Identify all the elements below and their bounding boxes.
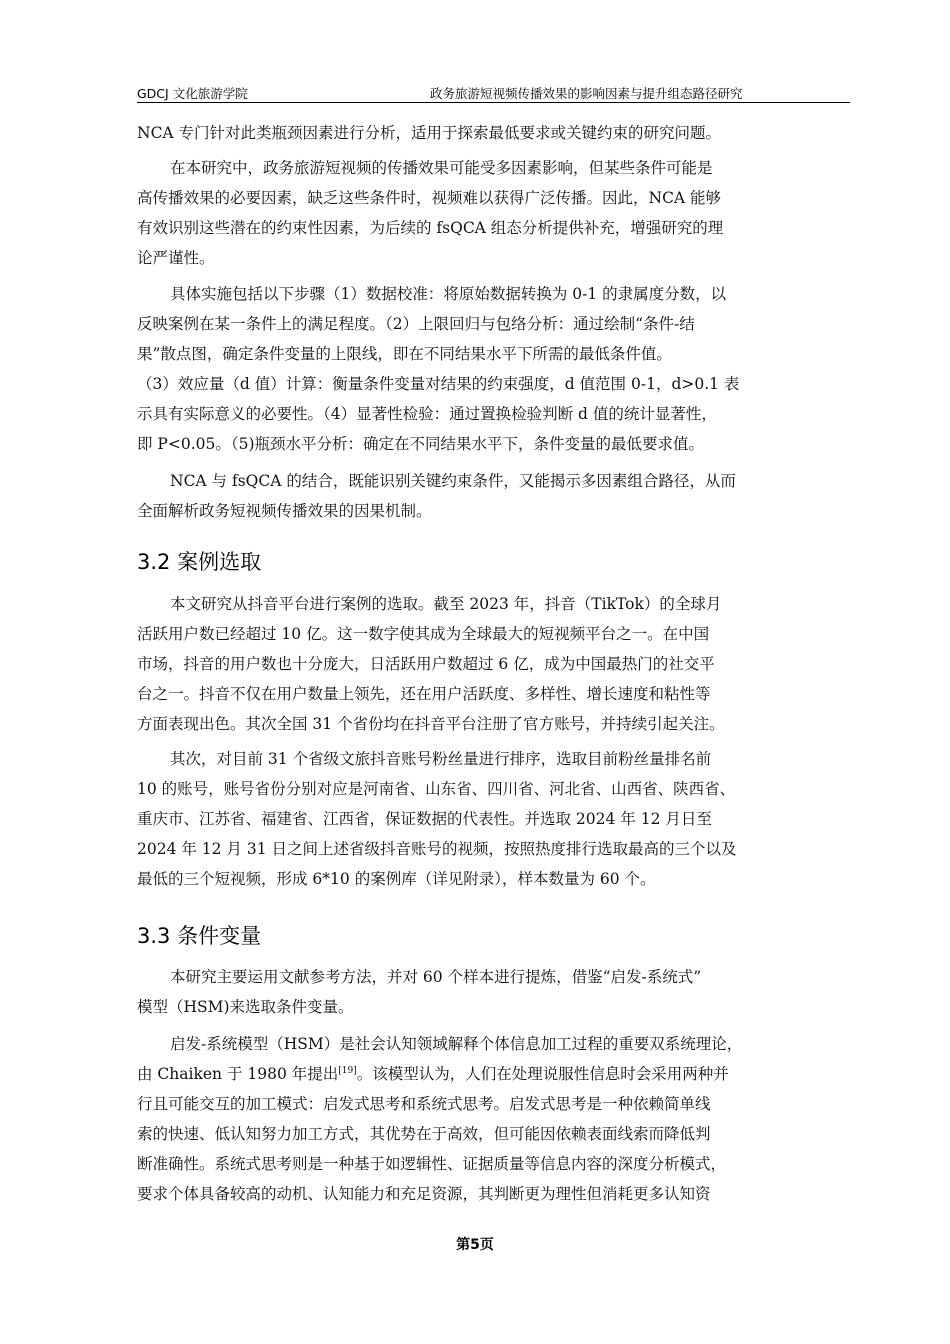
paragraph-line: 断准确性。系统式思考则是一种基于如逻辑性、证据质量等信息内容的深度分析模式， (137, 1155, 727, 1173)
paragraph-line: 论严谨性。 (137, 249, 215, 267)
paragraph-text: 。该模型认为，人们在处理说服性信息时会采用两种并 (356, 1065, 729, 1083)
paragraph-line (137, 1064, 729, 1084)
paragraph-line: 果”散点图，确定条件变量的上限线，即在不同结果水平下所需的最低条件值。 (137, 345, 672, 363)
paragraph-line: 行且可能交互的加工模式：启发式思考和系统式思考。启发式思考是一种依赖简单线 (137, 1095, 711, 1113)
paragraph-line: 要求个体具备较高的动机、认知能力和充足资源，其判断更为理性但消耗更多认知资 (137, 1185, 711, 1203)
paragraph-line: 索的快速、低认知努力加工方式，其优势在于高效，但可能因依赖表面线索而降低判 (137, 1125, 711, 1143)
paragraph-line: 市场，抖音的用户数也十分庞大，日活跃用户数超过 6 亿，成为中国最热门的社交平 (137, 655, 715, 673)
page-number: 第5页 (456, 1237, 494, 1253)
paragraph-line: 示具有实际意义的必要性。（4）显著性检验：通过置换检验判断 d 值的统计显著性， (137, 405, 717, 423)
paragraph-line: 本文研究从抖音平台进行案例的选取。截至 2023 年，抖音（TikTok）的全球月 (170, 595, 722, 613)
header-thesis-title: 政务旅游短视频传播效果的影响因素与提升组态路径研究 (430, 86, 743, 101)
paragraph-line: NCA 与 fsQCA 的结合，既能识别关键约束条件，又能揭示多因素组合路径，从而 (170, 472, 736, 490)
paragraph-line: 启发-系统模型（HSM）是社会认知领域解释个体信息加工过程的重要双系统理论， (170, 1035, 743, 1053)
header-institution: GDCJ 文化旅游学院 (137, 86, 248, 101)
paragraph-line: （3）效应量（d 值）计算：衡量条件变量对结果的约束强度，d 值范围 0-1，d>0.1 表 (137, 375, 740, 393)
paragraph-line: 2024 年 12 月 31 日之间上述省级抖音账号的视频，按照热度排行选取最高的三个以及 (137, 840, 737, 858)
paragraph-line: 全面解析政务短视频传播效果的因果机制。 (137, 502, 432, 520)
citation-ref[interactable]: [19] (338, 1065, 357, 1076)
paragraph-line: 具体实施包括以下步骤（1）数据校准：将原始数据转换为 0-1 的隶属度分数，以 (170, 285, 727, 303)
paragraph-line: 10 的账号，账号省份分别对应是河南省、山东省、四川省、河北省、山西省、陕西省、 (137, 780, 736, 798)
paragraph-line: 在本研究中，政务旅游短视频的传播效果可能受多因素影响，但某些条件可能是 (170, 159, 713, 177)
paragraph-line: 本研究主要运用文献参考方法，并对 60 个样本进行提炼，借鉴“启发-系统式” (170, 968, 702, 986)
paragraph-line: 活跃用户数已经超过 10 亿。这一数字使其成为全球最大的短视频平台之一。在中国 (137, 625, 710, 643)
section-heading-3-2: 3.2 案例选取 (137, 550, 262, 574)
paragraph-line: 即 P<0.05。（5)瓶颈水平分析：确定在不同结果水平下，条件变量的最低要求值。 (137, 435, 705, 453)
paragraph-line: 反映案例在某一条件上的满足程度。（2）上限回归与包络分析：通过绘制“条件-结 (137, 315, 695, 333)
paragraph-line: 模型（HSM)来选取条件变量。 (137, 998, 354, 1016)
paragraph-line: NCA 专门针对此类瓶颈因素进行分析，适用于探索最低要求或关键约束的研究问题。 (137, 124, 722, 142)
paragraph-line: 重庆市、江苏省、福建省、江西省，保证数据的代表性。并选取 2024 年 12 月日至 (137, 810, 712, 828)
paragraph-line: 台之一。抖音不仅在用户数量上领先，还在用户活跃度、多样性、增长速度和粘性等 (137, 685, 711, 703)
paragraph-line: 高传播效果的必要因素，缺乏这些条件时，视频难以获得广泛传播。因此，NCA 能够 (137, 189, 722, 207)
paragraph-line: 有效识别这些潜在的约束性因素，为后续的 fsQCA 组态分析提供补充，增强研究的理 (137, 219, 724, 237)
paragraph-line: 其次，对目前 31 个省级文旅抖音账号粉丝量进行排序，选取目前粉丝量排名前 (170, 750, 712, 768)
paragraph-line: 最低的三个短视频，形成 6*10 的案例库（详见附录），样本数量为 60 个。 (137, 870, 656, 888)
paragraph-text: 由 Chaiken 于 1980 年提出 (137, 1065, 339, 1083)
running-header (137, 86, 850, 103)
paragraph-line: 方面表现出色。其次全国 31 个省份均在抖音平台注册了官方账号，并持续引起关注。 (137, 715, 725, 733)
section-heading-3-3: 3.3 条件变量 (137, 924, 262, 948)
